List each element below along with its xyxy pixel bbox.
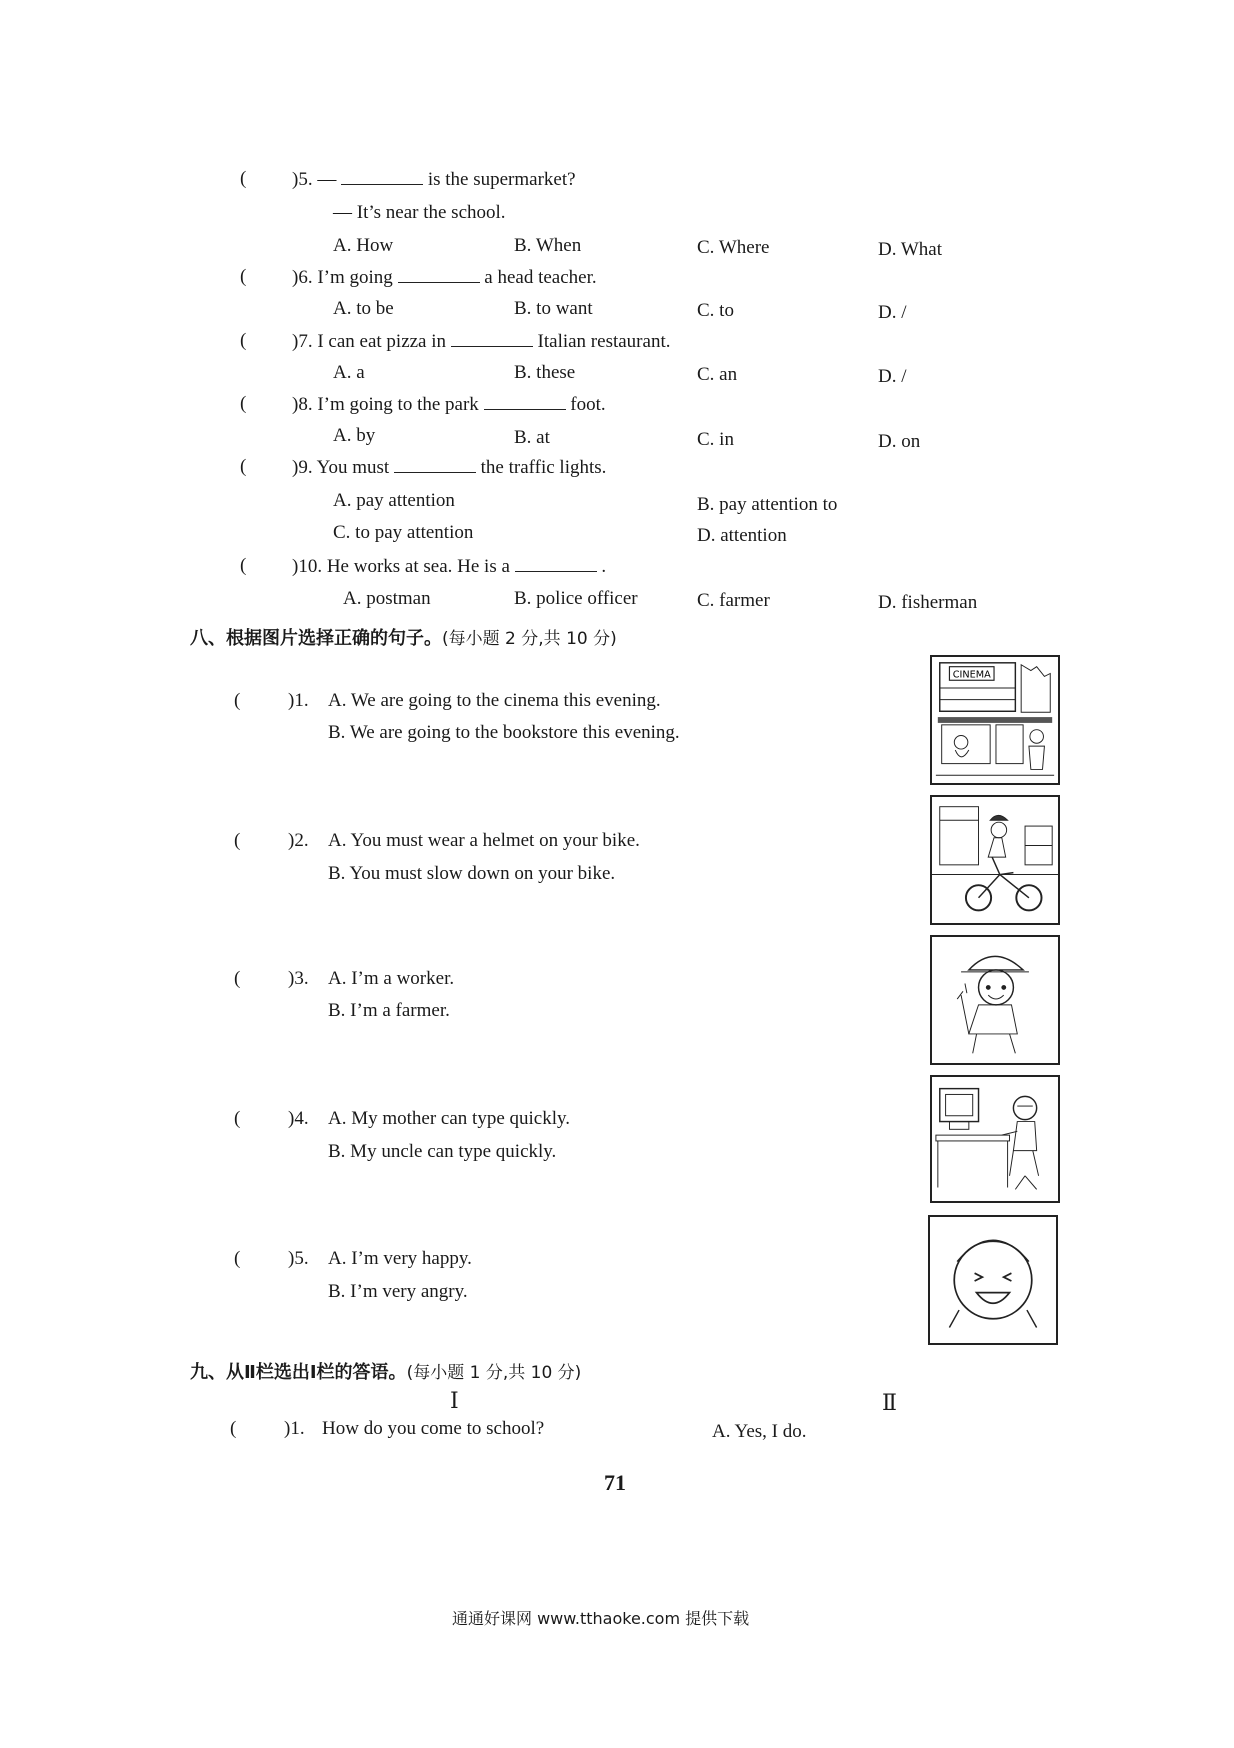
stem-text: I’m going	[317, 267, 393, 288]
question-number: )9.	[292, 457, 313, 478]
option-a: A. postman	[343, 588, 431, 609]
option-d: D. /	[878, 366, 907, 387]
section-score-note: (每小题 1 分,共 10 分)	[406, 1363, 582, 1383]
footer-text: 通通好课网 www.tthaoke.com 提供下载	[452, 1609, 750, 1628]
option-d: D. /	[878, 302, 907, 323]
option-b: B. I’m a farmer.	[328, 1000, 450, 1021]
option-a: A. I’m a worker.	[328, 968, 455, 989]
stem-text: I’m going to the park	[317, 394, 479, 415]
answer-paren[interactable]: (	[240, 266, 247, 287]
bike-helmet-picture	[930, 795, 1060, 925]
stem-text: He works at sea. He is a	[326, 556, 510, 577]
question-stem	[292, 555, 606, 578]
section-title	[190, 1358, 581, 1384]
option-a: A. pay attention	[333, 490, 455, 511]
option-b: B. We are going to the bookstore this evening.	[328, 722, 680, 743]
answer-paren[interactable]: (	[234, 1248, 241, 1269]
option-a: A. to be	[333, 298, 394, 319]
section-score-note: (每小题 2 分,共 10 分)	[442, 629, 617, 649]
stem-text: a head teacher.	[484, 267, 597, 288]
option-d: D. on	[878, 431, 921, 452]
answer-blank[interactable]	[394, 456, 476, 473]
typing-picture	[930, 1075, 1060, 1203]
option-c: C. Where	[697, 237, 770, 258]
cinema-picture	[930, 655, 1060, 785]
option-a: A. We are going to the cinema this evening.	[328, 690, 661, 711]
bike-helmet-illustration	[932, 797, 1058, 923]
answer-blank[interactable]	[484, 393, 566, 410]
cinema-sign: CINEMA	[952, 669, 991, 681]
option-a: A. I’m very happy.	[328, 1248, 472, 1269]
typing-illustration	[932, 1077, 1058, 1201]
cinema-illustration	[932, 657, 1058, 783]
option-d: D. fisherman	[878, 592, 978, 613]
section-heading: 九、从Ⅱ栏选出Ⅰ栏的答语。	[190, 1362, 407, 1383]
question-number: )2.	[288, 830, 309, 851]
option-b: B. to want	[514, 298, 593, 319]
answer-paren[interactable]: (	[234, 690, 241, 711]
section-heading: 八、根据图片选择正确的句子。	[190, 628, 442, 649]
answer-blank[interactable]	[398, 266, 480, 283]
option-a: A. by	[333, 425, 376, 446]
question-number: )4.	[288, 1108, 309, 1129]
answer-paren[interactable]: (	[240, 456, 247, 477]
answer-paren[interactable]: (	[240, 330, 247, 351]
option-b: B. You must slow down on your bike.	[328, 863, 616, 884]
answer-paren[interactable]: (	[234, 830, 241, 851]
answer-paren[interactable]: (	[230, 1418, 237, 1439]
option-b: B. pay attention to	[697, 494, 838, 515]
farmer-illustration	[932, 937, 1058, 1063]
question-number: )8.	[292, 394, 313, 415]
option-d: D. attention	[697, 525, 787, 546]
question-stem	[292, 393, 606, 416]
stem-text: foot.	[570, 394, 606, 415]
option-d: D. What	[878, 239, 943, 260]
happy-face-illustration	[930, 1217, 1056, 1343]
question-stem	[292, 168, 576, 191]
option-b: B. When	[514, 235, 582, 256]
option-c: C. to	[697, 300, 734, 321]
option-a: A. You must wear a helmet on your bike.	[328, 830, 640, 851]
stem-text: the traffic lights.	[480, 457, 607, 478]
option-a: A. How	[333, 235, 394, 256]
question-number: )5.	[288, 1248, 309, 1269]
page-number: 71	[604, 1470, 626, 1495]
question-stem	[292, 330, 670, 353]
column-heading-1: Ⅰ	[450, 1388, 459, 1413]
answer-option: A. Yes, I do.	[712, 1421, 807, 1442]
answer-blank[interactable]	[341, 168, 423, 185]
dialogue-reply: — It’s near the school.	[333, 202, 506, 223]
option-a: A. My mother can type quickly.	[328, 1108, 571, 1129]
question-number: )3.	[288, 968, 309, 989]
happy-face-picture	[928, 1215, 1058, 1345]
option-b: B. at	[514, 427, 550, 448]
answer-paren[interactable]: (	[240, 393, 247, 414]
option-b: B. police officer	[514, 588, 638, 609]
answer-paren[interactable]: (	[240, 168, 247, 189]
option-c: C. an	[697, 364, 738, 385]
stem-text: You must	[316, 457, 390, 478]
question-number: )7.	[292, 331, 313, 352]
column-heading-2: Ⅱ	[882, 1390, 897, 1415]
question-number: )10.	[292, 556, 323, 577]
option-c: C. farmer	[697, 590, 770, 611]
option-b: B. these	[514, 362, 576, 383]
stem-text: is the supermarket?	[427, 169, 576, 190]
question-text: How do you come to school?	[322, 1418, 545, 1439]
stem-text: .	[601, 556, 607, 577]
answer-paren[interactable]: (	[240, 555, 247, 576]
option-a: A. a	[333, 362, 365, 383]
section-title	[190, 624, 617, 650]
answer-paren[interactable]: (	[234, 968, 241, 989]
stem-text: I can eat pizza in	[317, 331, 447, 352]
option-b: B. My uncle can type quickly.	[328, 1141, 557, 1162]
option-c: C. in	[697, 429, 734, 450]
answer-blank[interactable]	[515, 555, 597, 572]
dash: —	[317, 169, 337, 190]
question-stem	[292, 456, 606, 479]
option-c: C. to pay attention	[333, 522, 474, 543]
question-number: )1.	[288, 690, 309, 711]
question-number: )6.	[292, 267, 313, 288]
option-b: B. I’m very angry.	[328, 1281, 468, 1302]
question-number: )1.	[284, 1418, 305, 1439]
question-number: )5.	[292, 169, 313, 190]
answer-blank[interactable]	[451, 330, 533, 347]
farmer-picture	[930, 935, 1060, 1065]
question-stem	[292, 266, 597, 289]
stem-text: Italian restaurant.	[537, 331, 671, 352]
answer-paren[interactable]: (	[234, 1108, 241, 1129]
